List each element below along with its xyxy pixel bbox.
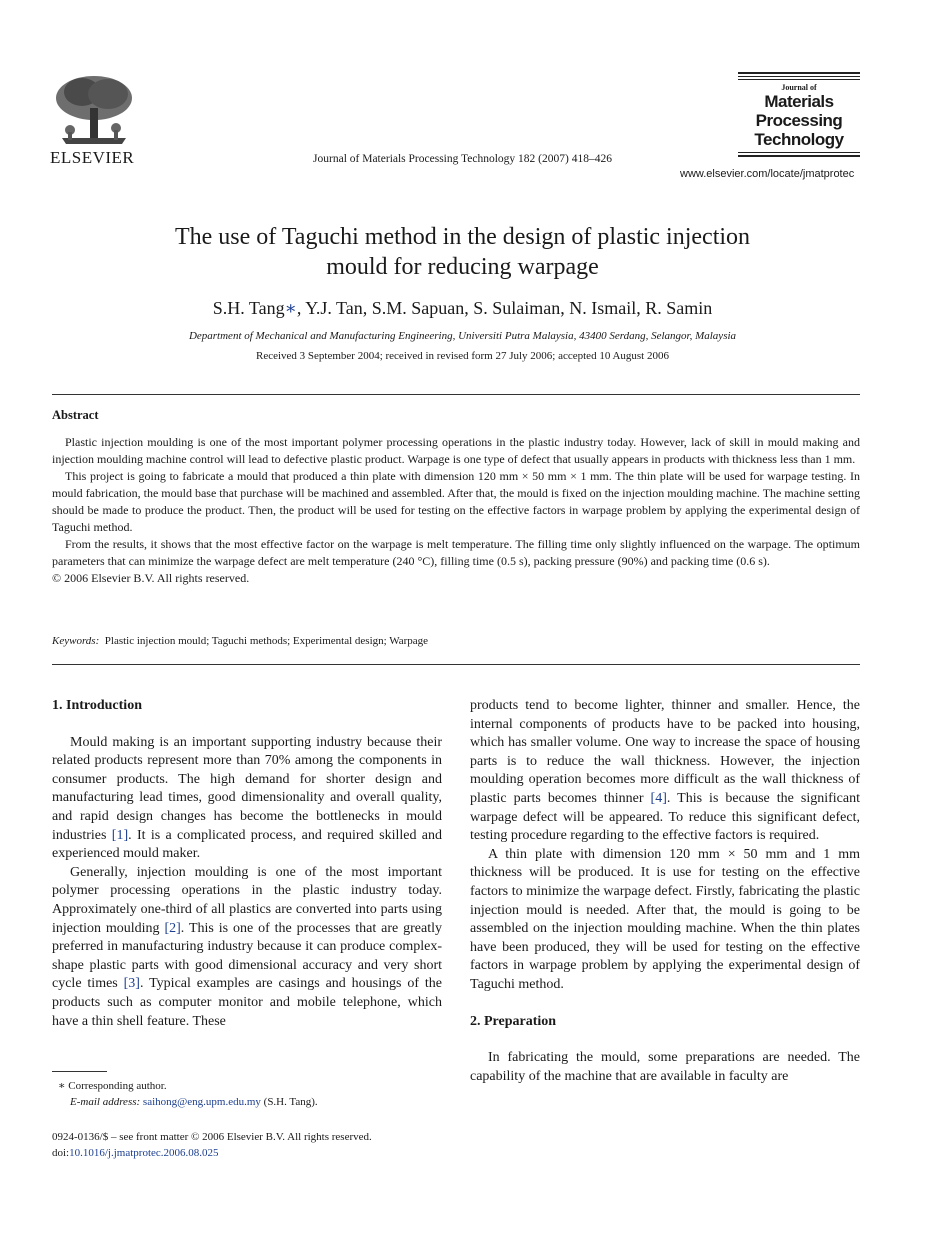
journal-title-line: Processing — [755, 111, 843, 130]
article-title — [0, 222, 925, 282]
citation-link[interactable]: [3] — [123, 976, 140, 992]
left-column — [52, 697, 442, 1031]
doi-link[interactable]: 10.1016/j.jmatprotec.2006.08.025 — [69, 1147, 219, 1159]
intro-paragraph: Generally, injection moulding is one of the most important polymer processing operations in the plastic industry today. Approximately one-third of all plastics are converted into parts using injection moulding [2]. This is one of the processes that are greatly preferred in manufacturing industry because it can produce complex-shape plastic parts with good dimensional accuracy and very short cycle times [3]. Typical examples are casings and housings of the products such as computer monitor and mobile telephone, which have a thin shell feature. These — [52, 864, 442, 1029]
affiliation: Department of Mechanical and Manufacturing Engineering, Universiti Putra Malaysia, 43400 Serdang, Selangor, Malaysia — [188, 330, 737, 342]
journal-title-line: Technology — [754, 130, 844, 149]
journal-title-logo — [738, 92, 860, 149]
abstract-paragraph: From the results, it shows that the most effective factor on the warpage is melt temperature. The filling time only slightly influenced on the warpage. The optimum parameters that can minimize the warpage defect are melt temperature (240 °C), filling time (0.5 s), packing pressure (90%) and packing time (0.6 s). — [52, 537, 860, 568]
footnote-divider — [52, 1071, 107, 1072]
front-matter — [52, 1129, 372, 1161]
corresponding-author-marker[interactable]: ∗ — [284, 298, 297, 318]
citation-link[interactable]: [2] — [164, 920, 181, 936]
citation-link[interactable]: [4] — [650, 790, 667, 806]
abstract-body — [52, 434, 860, 587]
corresponding-author-note: ∗ Corresponding author. — [58, 1080, 167, 1092]
journal-url[interactable]: www.elsevier.com/locate/jmatprotec — [680, 168, 855, 180]
intro-paragraph: Mould making is an important supporting industry because their related products represent more than 70% among the components in consumer products. The high demand for shorter design and manufacturing lead times, good dimensionality and overall quality, and rapid design changes has become the bottlenecks in mould industries [1]. It is a complicated process, and required skilled and experienced mould maker. — [52, 734, 442, 862]
divider — [52, 664, 860, 665]
email-label: E-mail address: — [70, 1096, 141, 1108]
intro-paragraph: products tend to become lighter, thinner and smaller. Hence, the internal components of products have to be packed into housing, which has smaller volume. One way to increase the space of housing parts is to reduce the wall thickness. However, the injection moulding operation becomes more difficult as the wall thickness of plastic parts becomes thinner [4]. This is because the significant warpage defect will be appeared. To reduce this significant defect, testing procedure regarding to the effective factors is required. — [470, 698, 860, 844]
section-heading-introduction: 1. Introduction — [52, 698, 142, 713]
intro-paragraph: A thin plate with dimension 120 mm × 50 mm and 1 mm thickness will be produced. It is use for testing on the effective factors to minimize the warpage defect. Firstly, fabricating the plastic injection mould is needed. After that, the mould is going to be assembled on the injection moulding machine. When the thin plates have been produced, they will be used for testing on the effective factors in warpage problem by applying the experimental design of Taguchi method. — [470, 846, 860, 992]
divider — [52, 394, 860, 395]
preparation-paragraph: In fabricating the mould, some preparations are needed. The capability of the machine that are available in faculty are — [470, 1050, 860, 1084]
journal-logo — [738, 72, 860, 157]
publisher-name: ELSEVIER — [50, 148, 135, 167]
abstract-heading: Abstract — [52, 408, 99, 422]
title-line: mould for reducing warpage — [326, 254, 599, 280]
abstract-paragraph: This project is going to fabricate a mould that produced a thin plate with dimension 120 mm × 50 mm × 1 mm. The thin plate will be used for warpage testing. In mould fabrication, the mould base that purchase will be machined and assembled. After that, the mould is fixed on the injection moulding machine. The machine setting should be made to produce the product. Then, the product will be used for testing on the effective factors in warpage problem by applying the experimental design of Taguchi method. — [52, 469, 860, 534]
keywords-text: Plastic injection mould; Taguchi methods; Experimental design; Warpage — [104, 635, 429, 647]
first-author: S.H. Tang — [212, 298, 285, 318]
copyright-line: © 2006 Elsevier B.V. All rights reserved. — [52, 571, 250, 585]
keywords — [52, 635, 428, 647]
journal-of-label: Journal of — [781, 83, 817, 92]
keywords-label: Keywords: — [52, 635, 100, 647]
journal-title-line: Materials — [764, 92, 834, 111]
footnote — [52, 1078, 318, 1110]
abstract-paragraph: Plastic injection moulding is one of the most important polymer processing operations in the plastic industry today. However, lack of skill in mould making and injection moulding machine control will lead to defective plastic product. Warpage is one type of defect that usually appears in products with thickness less than 1 mm. — [52, 435, 860, 466]
journal-citation: Journal of Materials Processing Technology 182 (2007) 418–426 — [313, 153, 612, 165]
email-suffix: (S.H. Tang). — [260, 1096, 318, 1108]
other-authors: , Y.J. Tan, S.M. Sapuan, S. Sulaiman, N. Ismail, R. Samin — [296, 298, 713, 318]
author-list — [0, 298, 925, 319]
right-column — [470, 697, 860, 1086]
section-heading-preparation: 2. Preparation — [470, 1013, 557, 1029]
citation-link[interactable]: [1] — [111, 827, 129, 843]
doi-label: doi: — [52, 1147, 70, 1159]
title-line: The use of Taguchi method in the design of plastic injection — [174, 224, 751, 250]
email-link[interactable]: saihong@eng.upm.edu.my — [142, 1096, 261, 1108]
received-dates: Received 3 September 2004; received in revised form 27 July 2006; accepted 10 August 2006 — [255, 350, 669, 362]
issn-line: 0924-0136/$ – see front matter © 2006 Elsevier B.V. All rights reserved. — [52, 1131, 372, 1143]
